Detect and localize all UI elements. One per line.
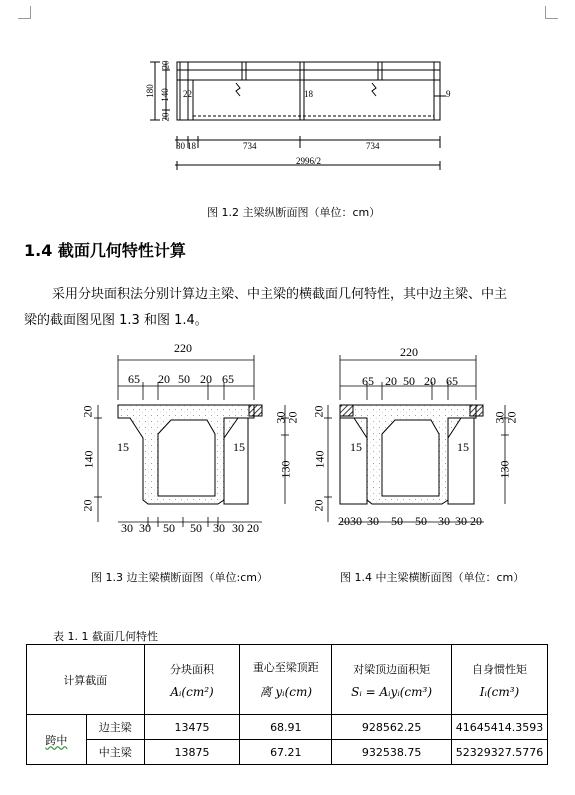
header-centroid-formula: 离 yᵢ(cm) bbox=[259, 685, 313, 699]
table-caption: 表 1. 1 截面几何特性 bbox=[53, 630, 158, 643]
edge-bot-1: 30 bbox=[121, 521, 133, 535]
edge-bot-7: 20 bbox=[247, 521, 259, 535]
edge-left-2: 140 bbox=[81, 450, 96, 469]
edge-left-1: 20 bbox=[80, 405, 95, 418]
mid-bot-7: 30 bbox=[455, 514, 467, 528]
figure-1-3-caption: 图 1.3 边主梁横断面图（单位:cm） bbox=[91, 571, 268, 584]
dim-h-total: 180 bbox=[144, 84, 155, 98]
row-name: 边主梁 bbox=[86, 715, 144, 740]
row-area: 13875 bbox=[144, 740, 240, 765]
edge-bot-2: 30 bbox=[139, 521, 151, 535]
edge-seg-3: 50 bbox=[178, 372, 190, 386]
dim-web3: 9 bbox=[446, 89, 451, 99]
edge-right-3: 130 bbox=[278, 460, 293, 479]
header-inertia-formula: Iᵢ(cm³) bbox=[479, 684, 520, 699]
edge-bot-5: 30 bbox=[213, 521, 225, 535]
edge-bot-6: 30 bbox=[232, 521, 244, 535]
dim-h-mid: 140 bbox=[159, 88, 170, 102]
mid-seg-3: 50 bbox=[403, 374, 415, 388]
dim-web2: 18 bbox=[304, 89, 313, 99]
edge-top-width: 220 bbox=[174, 341, 192, 355]
mid-bot-3: 30 bbox=[367, 514, 379, 528]
edge-seg-4: 20 bbox=[200, 372, 212, 386]
row-S: 928562.25 bbox=[332, 715, 452, 740]
header-moment bbox=[332, 645, 452, 715]
dim-h-top: 20 bbox=[160, 60, 171, 70]
figure-1-2-caption: 图 1.2 主梁纵断面图（单位：cm） bbox=[207, 206, 381, 219]
dim-total: 2996/2 bbox=[296, 156, 322, 166]
header-centroid-label: 重心至梁顶距 bbox=[252, 661, 319, 674]
paragraph-line-2: 梁的截面图见图 1.3 和图 1.4。 bbox=[24, 313, 208, 328]
mid-bot-5: 50 bbox=[415, 514, 427, 528]
dim-span-1: 734 bbox=[243, 141, 257, 151]
mid-bot-4: 50 bbox=[391, 514, 403, 528]
row-area: 13475 bbox=[144, 715, 240, 740]
row-y: 68.91 bbox=[240, 715, 332, 740]
edge-bot-3: 50 bbox=[163, 521, 175, 535]
header-moment-label: 对梁顶边面积矩 bbox=[353, 662, 431, 676]
mid-left-2: 140 bbox=[312, 450, 327, 469]
header-section: 计算截面 bbox=[27, 645, 145, 715]
mid-seg-2: 20 bbox=[385, 374, 397, 388]
row-y: 67.21 bbox=[240, 740, 332, 765]
table-row bbox=[27, 715, 548, 740]
mid-bot-2: 30 bbox=[350, 514, 362, 528]
edge-seg-5: 65 bbox=[222, 372, 234, 386]
section-heading: 1.4 截面几何特性计算 bbox=[24, 241, 186, 260]
table-header-row bbox=[27, 645, 548, 715]
paragraph-line-1: 采用分块面积法分别计算边主梁、中主梁的横截面几何特性，其中边主梁、中主 bbox=[52, 287, 508, 302]
edge-right-1: 30 bbox=[273, 411, 288, 424]
row-name: 中主梁 bbox=[86, 740, 144, 765]
mid-seg-4: 20 bbox=[424, 374, 436, 388]
dim-span-b: 18 bbox=[187, 141, 196, 151]
mid-top-width: 220 bbox=[400, 345, 418, 359]
mid-seg-1: 65 bbox=[362, 374, 374, 388]
group-label: 跨中 bbox=[45, 733, 68, 747]
header-moment-formula: Sᵢ = Aᵢyᵢ(cm³) bbox=[351, 684, 433, 699]
header-inertia bbox=[451, 645, 547, 715]
edge-left-3: 20 bbox=[80, 499, 95, 512]
mid-left-1: 20 bbox=[311, 405, 326, 418]
row-I: 41645414.3593 bbox=[451, 715, 547, 740]
edge-bot-4: 50 bbox=[190, 521, 202, 535]
header-centroid bbox=[240, 645, 332, 715]
row-I: 52329327.5776 bbox=[451, 740, 547, 765]
mid-haunch-right: 15 bbox=[457, 440, 469, 454]
mid-bot-6: 30 bbox=[438, 514, 450, 528]
dim-web1: 22 bbox=[183, 89, 192, 99]
mid-right-3: 130 bbox=[497, 460, 512, 479]
dim-span-a: 30 bbox=[176, 141, 185, 151]
mid-bot-8: 20 bbox=[470, 514, 482, 528]
mid-right-2: 20 bbox=[504, 411, 519, 424]
header-inertia-label: 自身惯性矩 bbox=[471, 662, 527, 676]
figure-1-4-caption: 图 1.4 中主梁横断面图（单位：cm） bbox=[340, 571, 525, 584]
row-S: 932538.75 bbox=[332, 740, 452, 765]
header-area bbox=[144, 645, 240, 715]
edge-right-2: 20 bbox=[285, 411, 300, 424]
mid-seg-5: 65 bbox=[446, 374, 458, 388]
edge-haunch-right: 15 bbox=[233, 440, 245, 454]
mid-bot-1: 20 bbox=[338, 514, 350, 528]
mid-left-3: 20 bbox=[311, 499, 326, 512]
header-area-label: 分块面积 bbox=[170, 662, 215, 676]
mid-haunch-left: 15 bbox=[350, 440, 362, 454]
edge-seg-2: 20 bbox=[158, 372, 170, 386]
group-cell bbox=[27, 715, 87, 765]
table-row bbox=[27, 740, 548, 765]
mid-right-1: 30 bbox=[492, 411, 507, 424]
dim-span-2: 734 bbox=[366, 141, 380, 151]
dim-h-bot: 20 bbox=[160, 112, 171, 122]
section-properties-table bbox=[26, 644, 548, 765]
edge-haunch-left: 15 bbox=[117, 440, 129, 454]
header-area-formula: Aᵢ(cm²) bbox=[170, 684, 214, 699]
edge-seg-1: 65 bbox=[128, 372, 140, 386]
